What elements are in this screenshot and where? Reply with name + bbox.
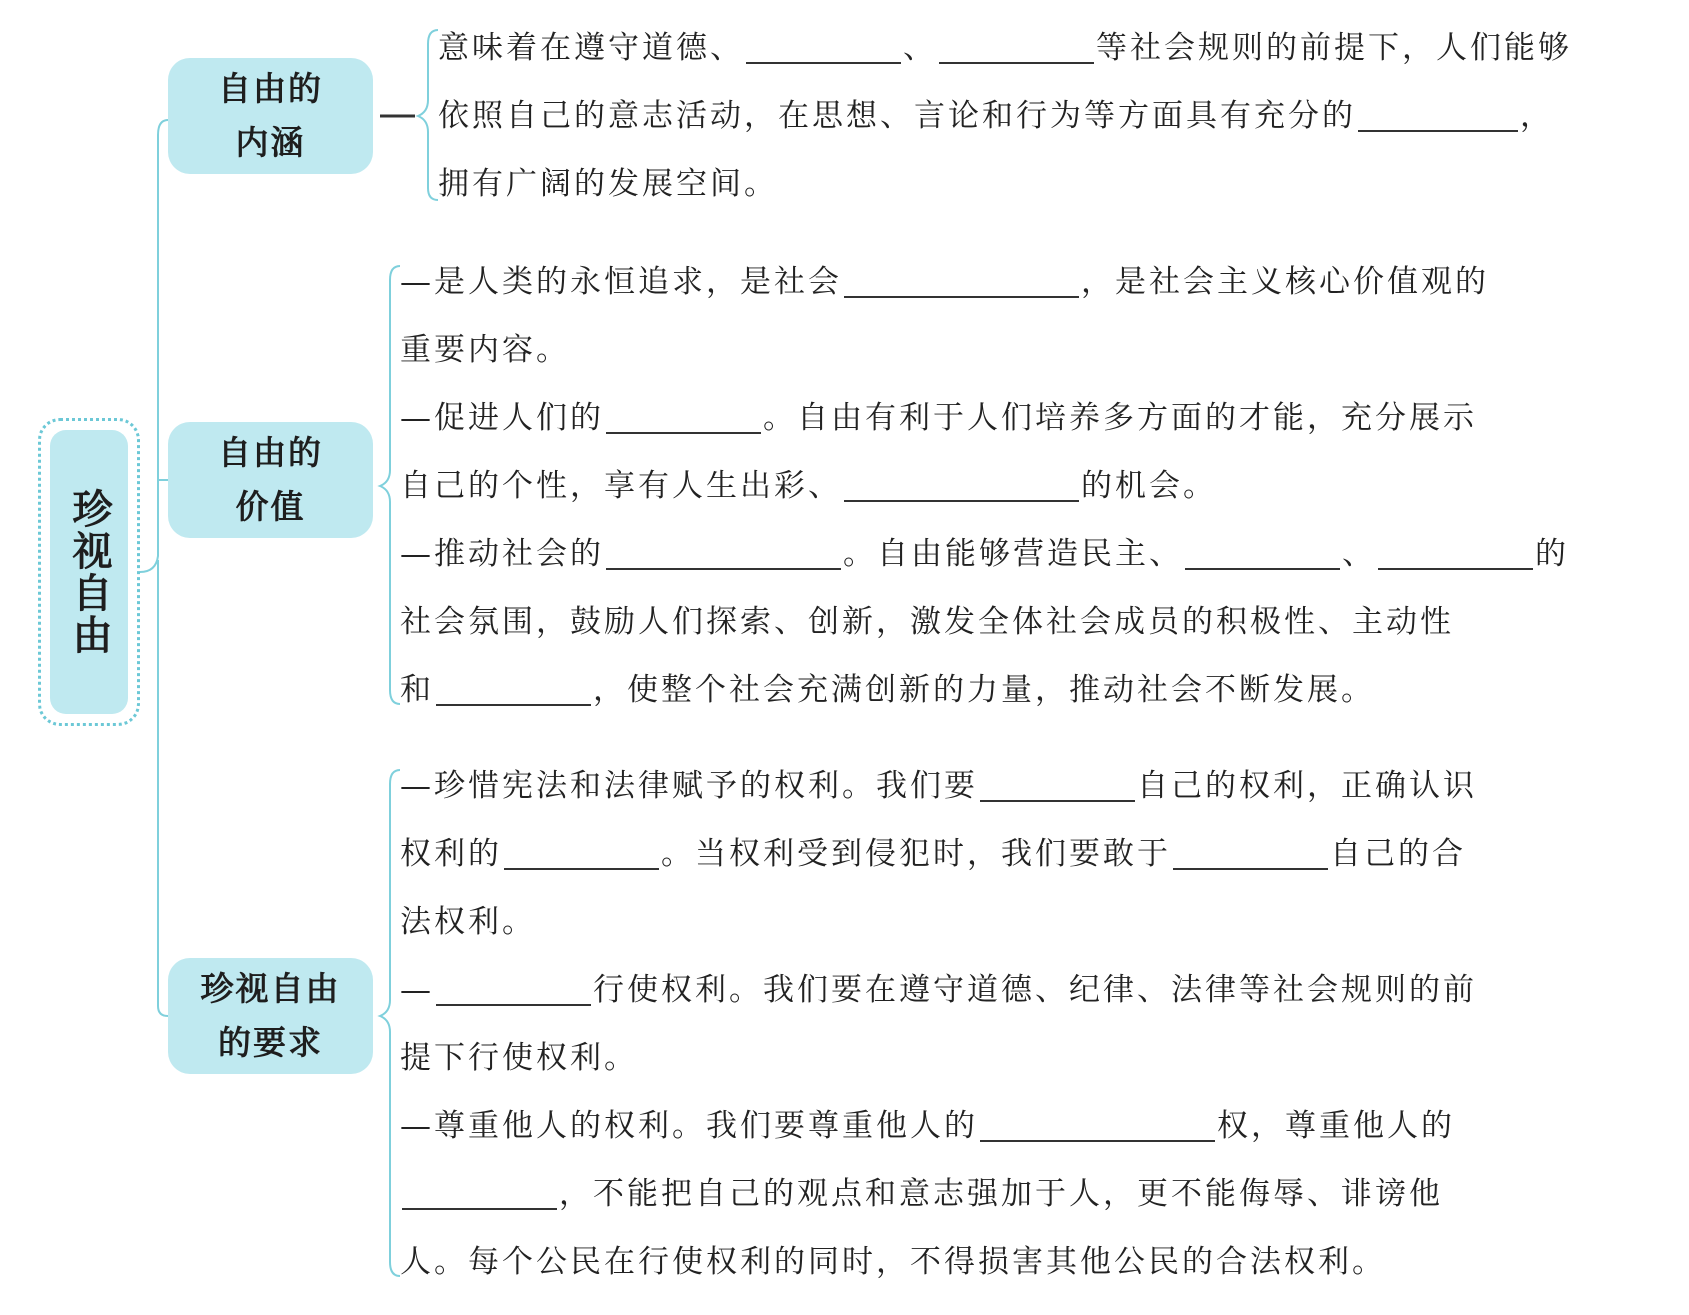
connector-root-to-branch-1 (140, 120, 168, 572)
fill-in-blank[interactable] (844, 266, 1079, 298)
fill-in-blank[interactable] (1185, 538, 1340, 570)
text-segment: 法权利。 (400, 904, 536, 940)
text-line (400, 670, 1375, 710)
text-segment: —珍惜宪法和法律赋予的权利。我们要 (400, 768, 978, 804)
root-box (50, 430, 128, 714)
fill-in-blank[interactable] (436, 674, 591, 706)
fill-in-blank[interactable] (402, 1178, 557, 1210)
text-segment: — (400, 972, 434, 1008)
text-line (400, 534, 1569, 574)
text-line (400, 602, 1454, 642)
text-line (400, 1242, 1386, 1282)
fill-in-blank[interactable] (606, 538, 841, 570)
text-segment: 行使权利。我们要在遵守道德、纪律、法律等社会规则的前 (593, 972, 1477, 1008)
text-line (400, 766, 1477, 806)
branch-box-meaning (168, 58, 373, 174)
text-segment: 人。每个公民在行使权利的同时，不得损害其他公民的合法权利。 (400, 1244, 1386, 1280)
branch-box-requirements (168, 958, 373, 1074)
connector-root-to-branch-3 (158, 560, 168, 1016)
text-segment: ，使整个社会充满创新的力量，推动社会不断发展。 (593, 672, 1375, 708)
text-line (400, 902, 536, 942)
fill-in-blank[interactable] (606, 402, 761, 434)
text-segment: —是人类的永恒追求，是社会 (400, 264, 842, 300)
text-segment: 重要内容。 (400, 332, 570, 368)
text-segment: ，不能把自己的观点和意志强加于人，更不能侮辱、诽谤他 (559, 1176, 1443, 1212)
text-line (400, 330, 570, 370)
text-segment: 等社会规则的前提下，人们能够 (1096, 30, 1572, 66)
text-segment: 提下行使权利。 (400, 1040, 638, 1076)
text-line (438, 96, 1554, 136)
text-segment: ，是社会主义核心价值观的 (1081, 264, 1489, 300)
text-segment: 权，尊重他人的 (1217, 1108, 1455, 1144)
text-segment: 的 (1535, 536, 1569, 572)
fill-in-blank[interactable] (1173, 838, 1328, 870)
fill-in-blank[interactable] (1378, 538, 1533, 570)
branch-2-brace (380, 266, 400, 704)
text-segment: 依照自己的意志活动，在思想、言论和行为等方面具有充分的 (438, 98, 1356, 134)
text-line (400, 970, 1477, 1010)
text-segment: 。当权利受到侵犯时，我们要敢于 (661, 836, 1171, 872)
fill-in-blank[interactable] (504, 838, 659, 870)
text-segment: 自己的合 (1330, 836, 1466, 872)
text-line (400, 262, 1489, 302)
branch-box-value (168, 422, 373, 538)
text-segment: —促进人们的 (400, 400, 604, 436)
text-line (438, 164, 778, 204)
text-segment: 权利的 (400, 836, 502, 872)
text-line (400, 398, 1477, 438)
text-segment: 自己的个性，享有人生出彩、 (400, 468, 842, 504)
fill-in-blank[interactable] (746, 32, 901, 64)
fill-in-blank[interactable] (980, 770, 1135, 802)
text-segment: —尊重他人的权利。我们要尊重他人的 (400, 1108, 978, 1144)
text-line (400, 834, 1466, 874)
fill-in-blank[interactable] (844, 470, 1079, 502)
text-line (400, 1038, 638, 1078)
text-segment: 、 (903, 30, 937, 66)
text-segment: 。自由能够营造民主、 (843, 536, 1183, 572)
text-segment: —推动社会的 (400, 536, 604, 572)
branch-3-brace (380, 770, 400, 1276)
fill-in-blank[interactable] (1358, 100, 1518, 132)
fill-in-blank[interactable] (980, 1110, 1215, 1142)
text-line (400, 466, 1217, 506)
text-line (400, 1106, 1455, 1146)
text-segment: 意味着在遵守道德、 (438, 30, 744, 66)
text-segment: 社会氛围，鼓励人们探索、创新，激发全体社会成员的积极性、主动性 (400, 604, 1454, 640)
text-segment: 和 (400, 672, 434, 708)
fill-in-blank[interactable] (939, 32, 1094, 64)
text-segment: 、 (1342, 536, 1376, 572)
text-line (400, 1174, 1443, 1214)
branch-1-brace (418, 30, 438, 200)
text-segment: 的机会。 (1081, 468, 1217, 504)
root-node (38, 418, 140, 726)
text-segment: ， (1520, 98, 1554, 134)
text-segment: 拥有广阔的发展空间。 (438, 166, 778, 202)
branch-label-meaning: 自由的 内涵 (218, 69, 323, 162)
text-line (438, 28, 1572, 68)
text-segment: 。自由有利于人们培养多方面的才能，充分展示 (763, 400, 1477, 436)
text-segment: 自己的权利，正确认识 (1137, 768, 1477, 804)
branch-label-requirements: 珍视自由 的要求 (200, 969, 341, 1062)
fill-in-blank[interactable] (436, 974, 591, 1006)
root-label: 珍视自由 (66, 488, 112, 656)
branch-label-value: 自由的 价值 (218, 433, 323, 526)
